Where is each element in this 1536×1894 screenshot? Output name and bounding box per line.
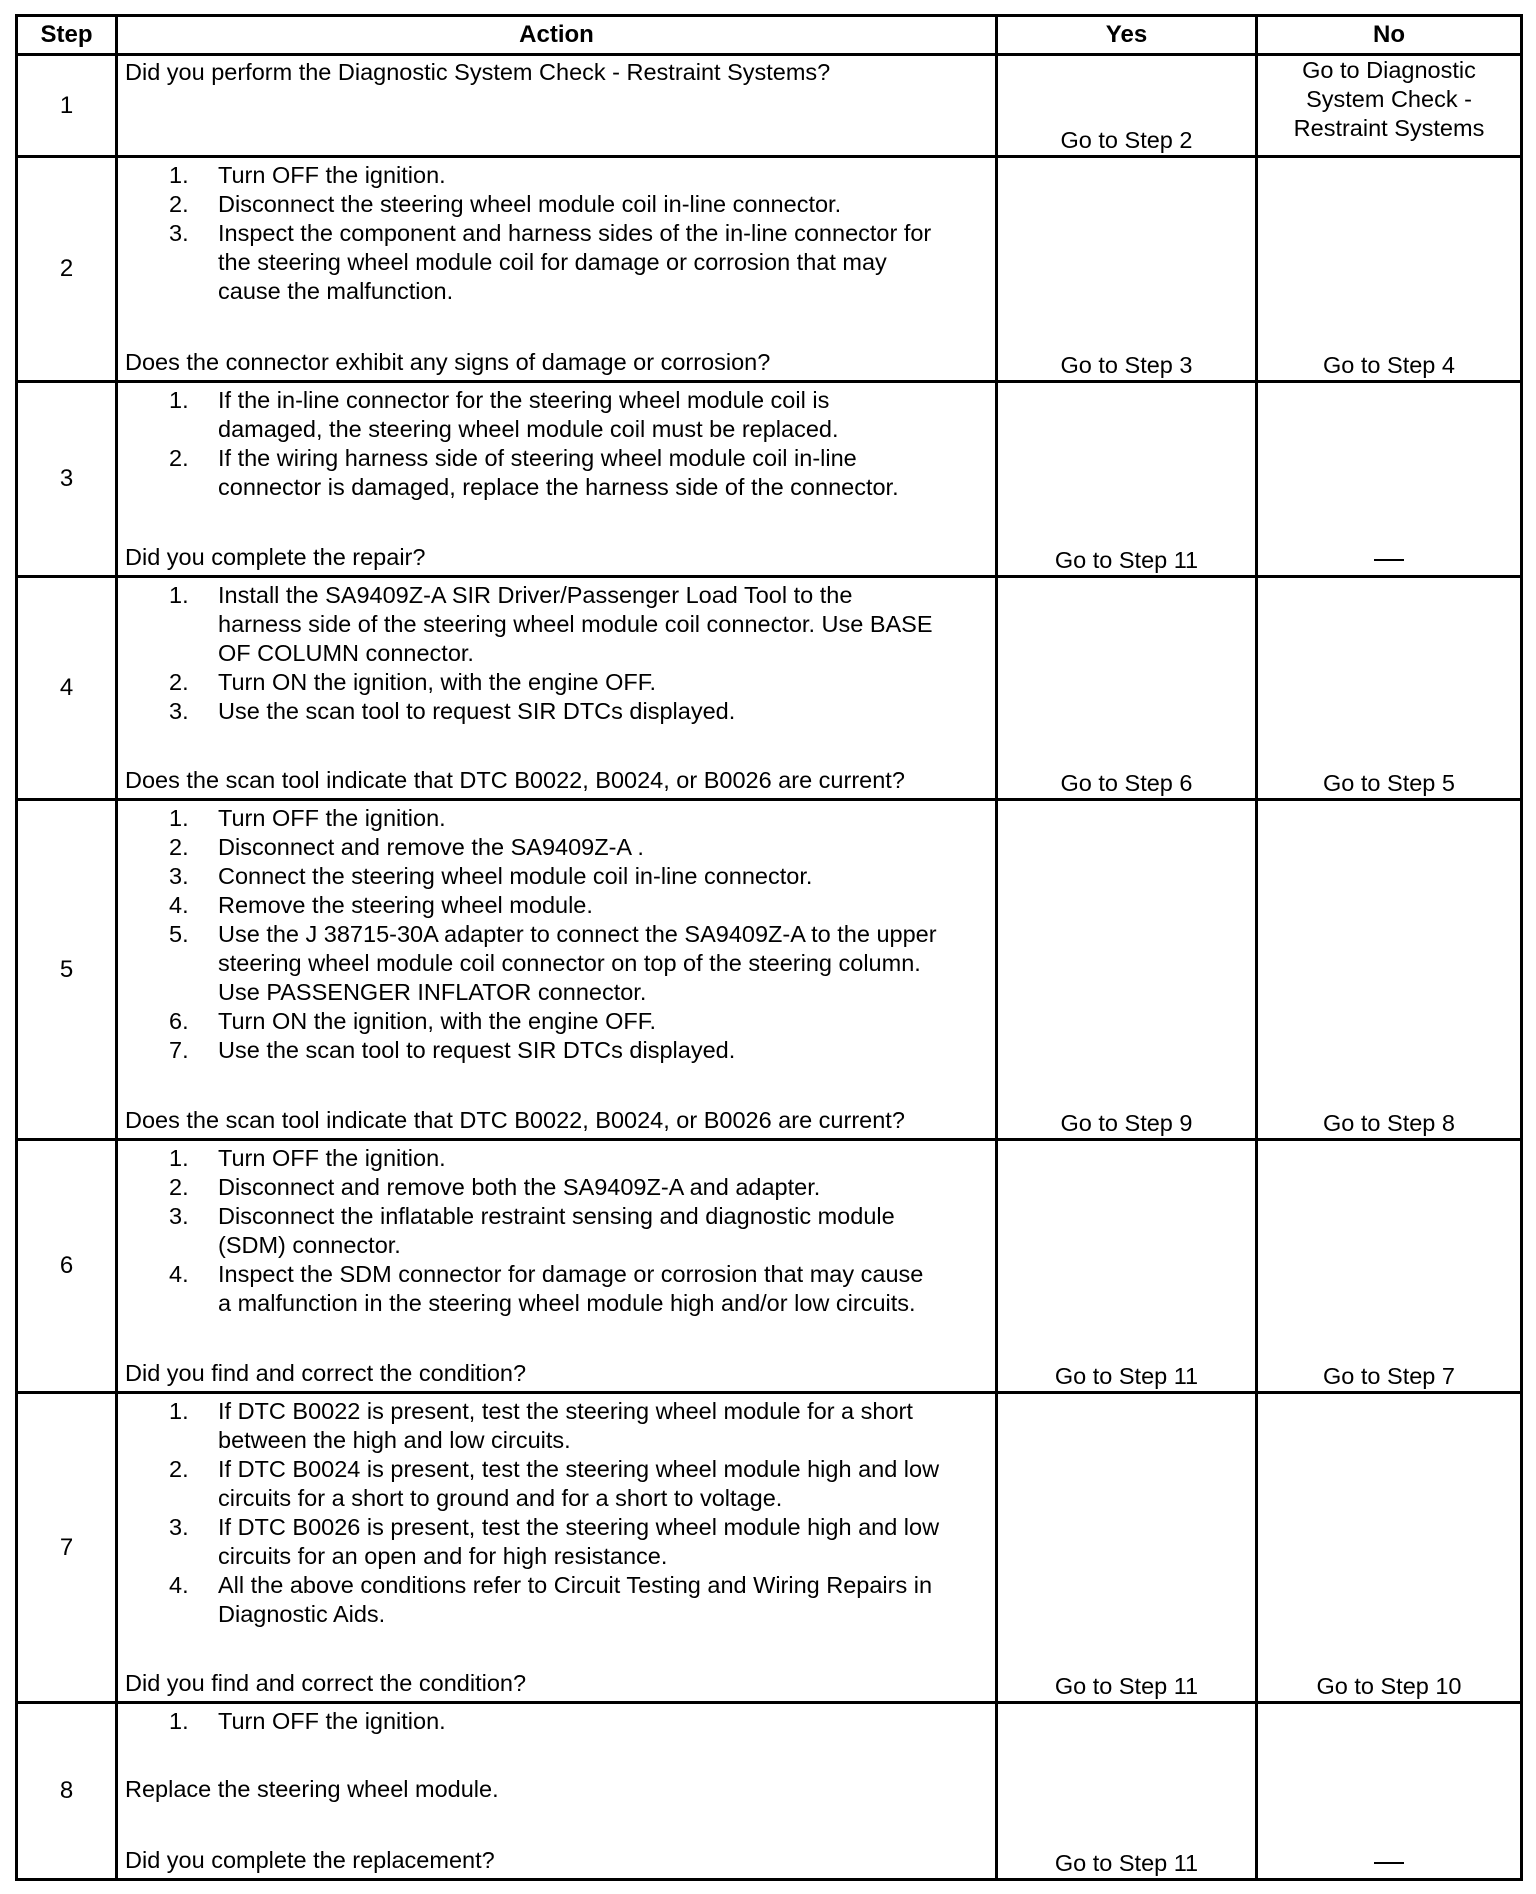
item-line: Disconnect and remove the SA9409Z-A . [218, 834, 644, 860]
item-line: Turn OFF the ignition. [218, 1708, 446, 1734]
step-item [118, 190, 995, 219]
item-number: 1. [169, 1708, 189, 1734]
action-cell [117, 1393, 997, 1703]
step-item [118, 1707, 995, 1736]
table-row [17, 1140, 1522, 1393]
step-number: 1 [17, 55, 117, 157]
no-result: Go to Step 5 [1257, 577, 1522, 800]
action-question: Does the connector exhibit any signs of damage or corrosion? [125, 349, 771, 375]
item-line: OF COLUMN connector. [218, 640, 474, 666]
step-number: 2 [17, 157, 117, 382]
step-item [118, 1513, 995, 1571]
step-item [118, 386, 995, 444]
step-list [118, 578, 995, 726]
step-list [118, 801, 995, 1065]
action-cell [117, 382, 997, 577]
step-item [118, 1007, 995, 1036]
step-item [118, 1144, 995, 1173]
yes-result: Go to Step 11 [997, 382, 1257, 577]
step-item [118, 444, 995, 502]
action-cell [117, 1140, 997, 1393]
step-item [118, 697, 995, 726]
step-list [118, 158, 995, 306]
yes-result: Go to Step 11 [997, 1140, 1257, 1393]
header-no: No [1257, 16, 1522, 55]
action-cell [117, 157, 997, 382]
no-result: Go to Step 10 [1257, 1393, 1522, 1703]
item-number: 6. [169, 1008, 189, 1034]
item-line: Use the scan tool to request SIR DTCs displayed. [218, 698, 736, 724]
item-number: 3. [169, 1514, 189, 1540]
no-result: Go to Step 7 [1257, 1140, 1522, 1393]
item-line: a malfunction in the steering wheel module high and/or low circuits. [218, 1290, 916, 1316]
no-result-line: Restraint Systems [1293, 115, 1485, 141]
action-cell [117, 55, 997, 157]
item-number: 4. [169, 892, 189, 918]
action-question: Did you complete the replacement? [125, 1847, 495, 1873]
item-line: cause the malfunction. [218, 278, 454, 304]
item-line: If DTC B0024 is present, test the steering wheel module high and low [218, 1456, 940, 1482]
action-cell [117, 577, 997, 800]
item-line: Disconnect and remove both the SA9409Z-A and adapter. [218, 1174, 821, 1200]
step-item [118, 862, 995, 891]
no-result [1257, 1703, 1522, 1880]
no-result [1257, 55, 1522, 157]
item-number: 1. [169, 162, 189, 188]
step-item [118, 161, 995, 190]
item-line: steering wheel module coil connector on top of the steering column. [218, 950, 921, 976]
table-row [17, 577, 1522, 800]
header-step: Step [17, 16, 117, 55]
no-result: Go to Step 4 [1257, 157, 1522, 382]
action-question: Did you find and correct the condition? [125, 1670, 527, 1696]
item-line: Inspect the SDM connector for damage or corrosion that may cause [218, 1261, 924, 1287]
table-body [17, 55, 1522, 1880]
item-line: If the wiring harness side of steering wheel module coil in-line [218, 445, 857, 471]
step-item [118, 219, 995, 306]
step-item [118, 668, 995, 697]
action-cell [117, 800, 997, 1140]
item-number: 5. [169, 921, 189, 947]
table-row [17, 157, 1522, 382]
item-number: 7. [169, 1037, 189, 1063]
step-item [118, 804, 995, 833]
step-item [118, 1036, 995, 1065]
item-number: 2. [169, 669, 189, 695]
item-line: Inspect the component and harness sides of the in-line connector for [218, 220, 932, 246]
item-line: Use the J 38715-30A adapter to connect the SA9409Z-A to the upper [218, 921, 937, 947]
item-number: 2. [169, 1456, 189, 1482]
yes-result: Go to Step 2 [997, 55, 1257, 157]
item-number: 4. [169, 1572, 189, 1598]
action-instruction: Replace the steering wheel module. [125, 1776, 499, 1802]
action-question: Does the scan tool indicate that DTC B0022, B0024, or B0026 are current? [125, 767, 905, 793]
step-number: 7 [17, 1393, 117, 1703]
item-line: All the above conditions refer to Circuit Testing and Wiring Repairs in [218, 1572, 933, 1598]
step-list [118, 1704, 995, 1736]
item-number: 3. [169, 698, 189, 724]
item-number: 1. [169, 1145, 189, 1171]
table-row [17, 55, 1522, 157]
item-number: 1. [169, 387, 189, 413]
step-item [118, 1202, 995, 1260]
action-intro: Did you perform the Diagnostic System Check - Restraint Systems? [125, 59, 831, 85]
item-number: 1. [169, 1398, 189, 1424]
step-list [118, 383, 995, 502]
diagnostic-table [15, 14, 1523, 1881]
item-line: Turn OFF the ignition. [218, 805, 446, 831]
item-line: Turn ON the ignition, with the engine OFF. [218, 1008, 657, 1034]
action-question: Did you find and correct the condition? [125, 1360, 527, 1386]
item-number: 2. [169, 191, 189, 217]
no-result-line: System Check - [1306, 86, 1472, 112]
step-item [118, 581, 995, 668]
header-row [17, 16, 1522, 55]
step-number: 6 [17, 1140, 117, 1393]
item-line: Disconnect the inflatable restraint sensing and diagnostic module [218, 1203, 895, 1229]
item-number: 3. [169, 1203, 189, 1229]
item-line: If DTC B0026 is present, test the steering wheel module high and low [218, 1514, 940, 1540]
step-item [118, 1397, 995, 1455]
item-line: Use PASSENGER INFLATOR connector. [218, 979, 647, 1005]
item-line: (SDM) connector. [218, 1232, 401, 1258]
step-item [118, 891, 995, 920]
header-yes: Yes [997, 16, 1257, 55]
table-row [17, 382, 1522, 577]
item-number: 2. [169, 445, 189, 471]
item-line: damaged, the steering wheel module coil must be replaced. [218, 416, 839, 442]
step-number: 5 [17, 800, 117, 1140]
step-item [118, 1260, 995, 1318]
action-question: Did you complete the repair? [125, 544, 426, 570]
no-dash [1374, 559, 1404, 561]
yes-result: Go to Step 11 [997, 1703, 1257, 1880]
no-result-line: Go to Diagnostic [1302, 57, 1476, 83]
step-list [118, 1394, 995, 1629]
item-line: between the high and low circuits. [218, 1427, 571, 1453]
item-line: Turn ON the ignition, with the engine OFF. [218, 669, 657, 695]
item-line: Turn OFF the ignition. [218, 162, 446, 188]
step-item [118, 1455, 995, 1513]
action-question: Does the scan tool indicate that DTC B0022, B0024, or B0026 are current? [125, 1107, 905, 1133]
item-number: 1. [169, 582, 189, 608]
item-line: Install the SA9409Z-A SIR Driver/Passenger Load Tool to the [218, 582, 853, 608]
item-line: If the in-line connector for the steering wheel module coil is [218, 387, 830, 413]
no-result: Go to Step 8 [1257, 800, 1522, 1140]
item-number: 2. [169, 834, 189, 860]
item-line: Disconnect the steering wheel module coil in-line connector. [218, 191, 842, 217]
yes-result: Go to Step 3 [997, 157, 1257, 382]
item-line: circuits for a short to ground and for a short to voltage. [218, 1485, 783, 1511]
item-number: 2. [169, 1174, 189, 1200]
step-item [118, 1571, 995, 1629]
item-line: Use the scan tool to request SIR DTCs displayed. [218, 1037, 736, 1063]
table-row [17, 1703, 1522, 1880]
item-line: Turn OFF the ignition. [218, 1145, 446, 1171]
header-action: Action [117, 16, 997, 55]
no-dash [1374, 1862, 1404, 1864]
step-item [118, 1173, 995, 1202]
step-list [118, 1141, 995, 1318]
no-result [1257, 382, 1522, 577]
item-line: Diagnostic Aids. [218, 1601, 386, 1627]
item-line: the steering wheel module coil for damage or corrosion that may [218, 249, 887, 275]
yes-result: Go to Step 9 [997, 800, 1257, 1140]
step-number: 8 [17, 1703, 117, 1880]
item-line: Remove the steering wheel module. [218, 892, 593, 918]
item-line: If DTC B0022 is present, test the steering wheel module for a short [218, 1398, 913, 1424]
table-row [17, 800, 1522, 1140]
step-item [118, 833, 995, 862]
item-number: 3. [169, 220, 189, 246]
yes-result: Go to Step 11 [997, 1393, 1257, 1703]
item-line: circuits for an open and for high resistance. [218, 1543, 668, 1569]
item-line: connector is damaged, replace the harness side of the connector. [218, 474, 899, 500]
item-number: 3. [169, 863, 189, 889]
table-row [17, 1393, 1522, 1703]
step-item [118, 920, 995, 1007]
item-line: Connect the steering wheel module coil in-line connector. [218, 863, 813, 889]
item-line: harness side of the steering wheel module coil connector. Use BASE [218, 611, 933, 637]
yes-result: Go to Step 6 [997, 577, 1257, 800]
item-number: 4. [169, 1261, 189, 1287]
item-number: 1. [169, 805, 189, 831]
step-number: 3 [17, 382, 117, 577]
action-cell [117, 1703, 997, 1880]
step-number: 4 [17, 577, 117, 800]
